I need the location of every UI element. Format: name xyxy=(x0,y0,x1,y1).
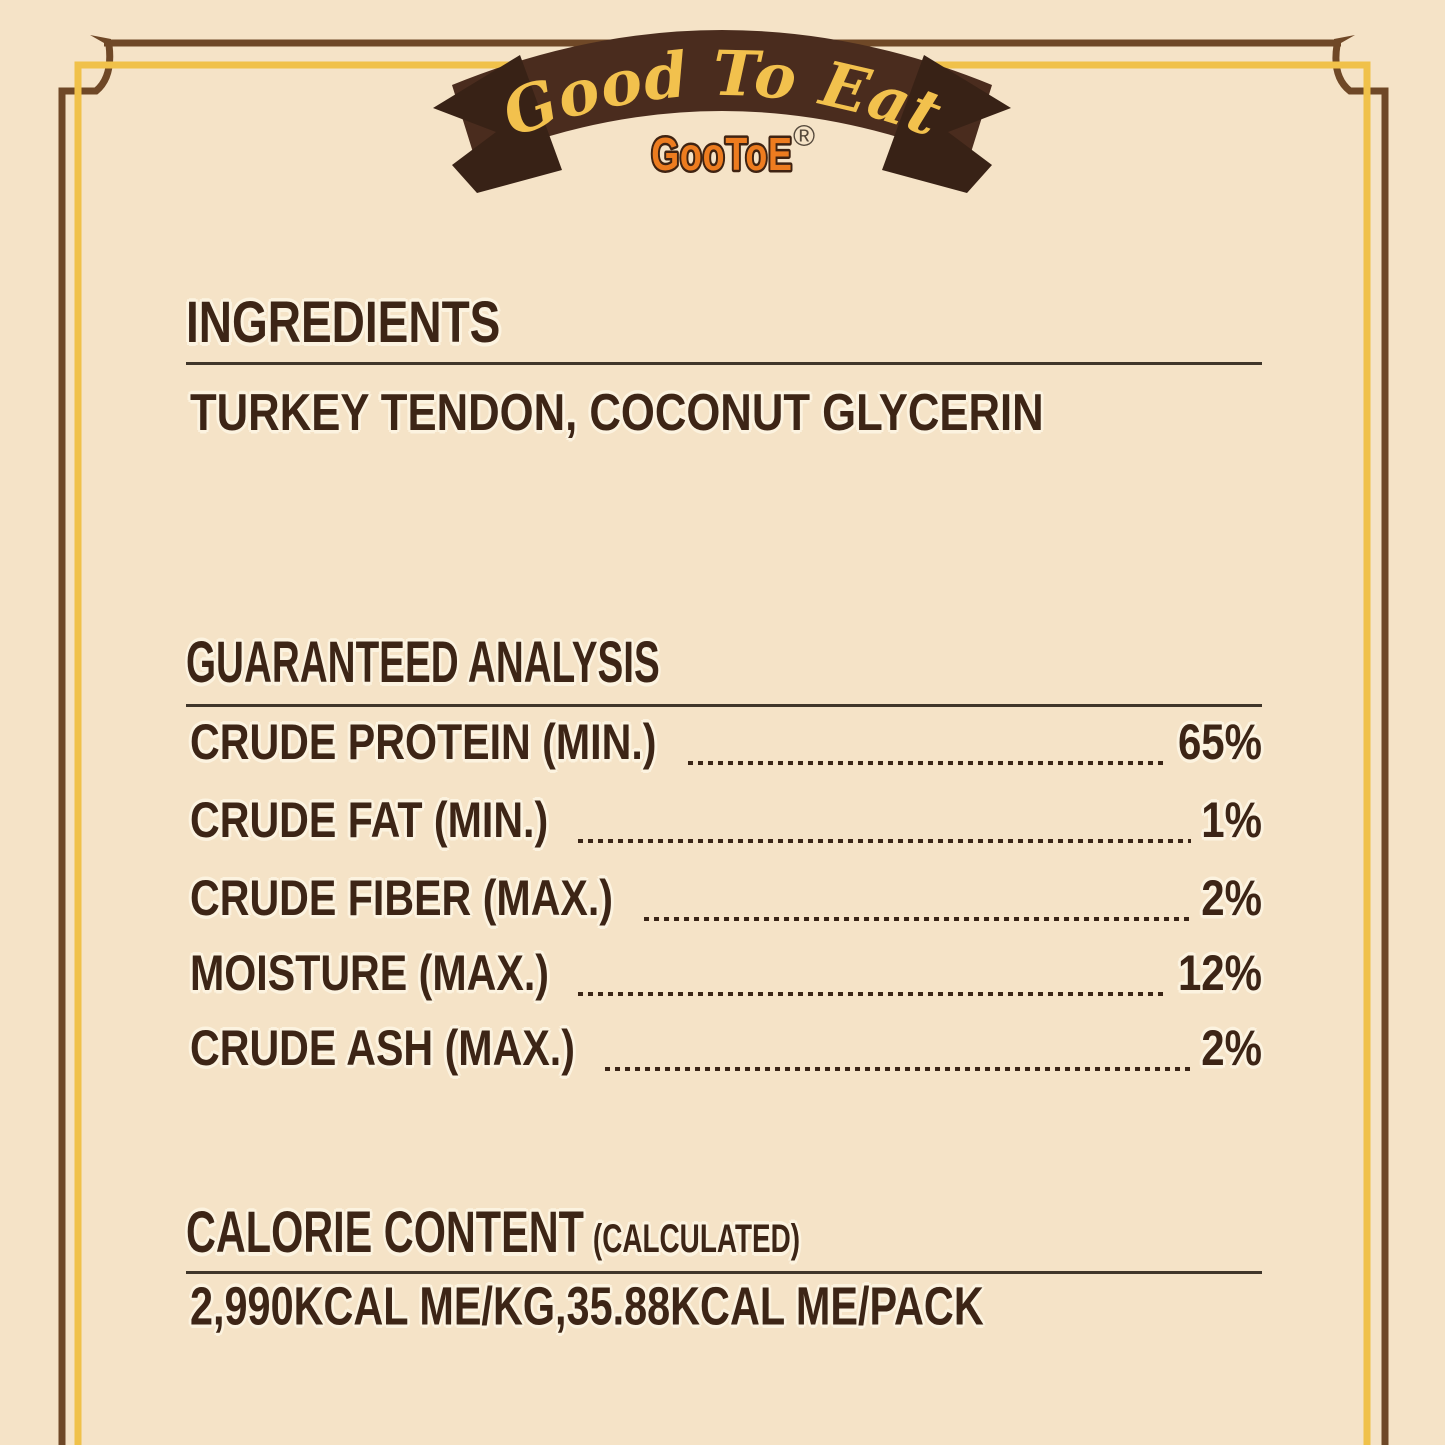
analysis-label: CRUDE FAT (MIN.) xyxy=(190,791,549,848)
guaranteed-analysis-divider xyxy=(186,704,1262,707)
analysis-row-crude-ash xyxy=(190,1019,1262,1077)
calorie-content-subtitle: (CALCULATED) xyxy=(592,1216,801,1262)
banner-title-text: Good To Eat xyxy=(493,36,952,152)
analysis-value: 2% xyxy=(1201,869,1262,926)
ingredients-list: TURKEY TENDON, COCONUT GLYCERIN xyxy=(190,382,1044,442)
analysis-value: 2% xyxy=(1201,1019,1262,1076)
dotted-leader xyxy=(578,839,1192,843)
analysis-value: 1% xyxy=(1201,791,1262,848)
ingredients-title: INGREDIENTS xyxy=(186,288,501,355)
analysis-value: 65% xyxy=(1177,713,1262,770)
analysis-row-moisture xyxy=(190,944,1262,1002)
analysis-label: CRUDE ASH (MAX.) xyxy=(190,1019,575,1076)
dotted-leader xyxy=(605,1067,1192,1071)
brand-logo: GooToE xyxy=(651,128,793,181)
analysis-label: CRUDE FIBER (MAX.) xyxy=(190,869,614,926)
registered-trademark-icon: ® xyxy=(793,120,816,153)
analysis-row-crude-fat xyxy=(190,791,1262,849)
dotted-leader xyxy=(578,992,1168,996)
dotted-leader xyxy=(644,917,1192,921)
analysis-label: CRUDE PROTEIN (MIN.) xyxy=(190,713,657,770)
guaranteed-analysis-title: GUARANTEED ANALYSIS xyxy=(186,628,660,695)
calorie-content-divider xyxy=(186,1271,1262,1274)
analysis-label: MOISTURE (MAX.) xyxy=(190,944,549,1001)
ingredients-divider xyxy=(186,362,1262,365)
calorie-content-value: 2,990KCAL ME/KG,35.88KCAL ME/PACK xyxy=(190,1275,984,1336)
analysis-row-crude-protein xyxy=(190,713,1262,771)
calorie-content-title: CALORIE CONTENT xyxy=(186,1198,584,1265)
dotted-leader xyxy=(688,761,1168,765)
analysis-value: 12% xyxy=(1177,944,1262,1001)
calorie-content-title-row xyxy=(186,1198,801,1265)
analysis-row-crude-fiber xyxy=(190,869,1262,927)
